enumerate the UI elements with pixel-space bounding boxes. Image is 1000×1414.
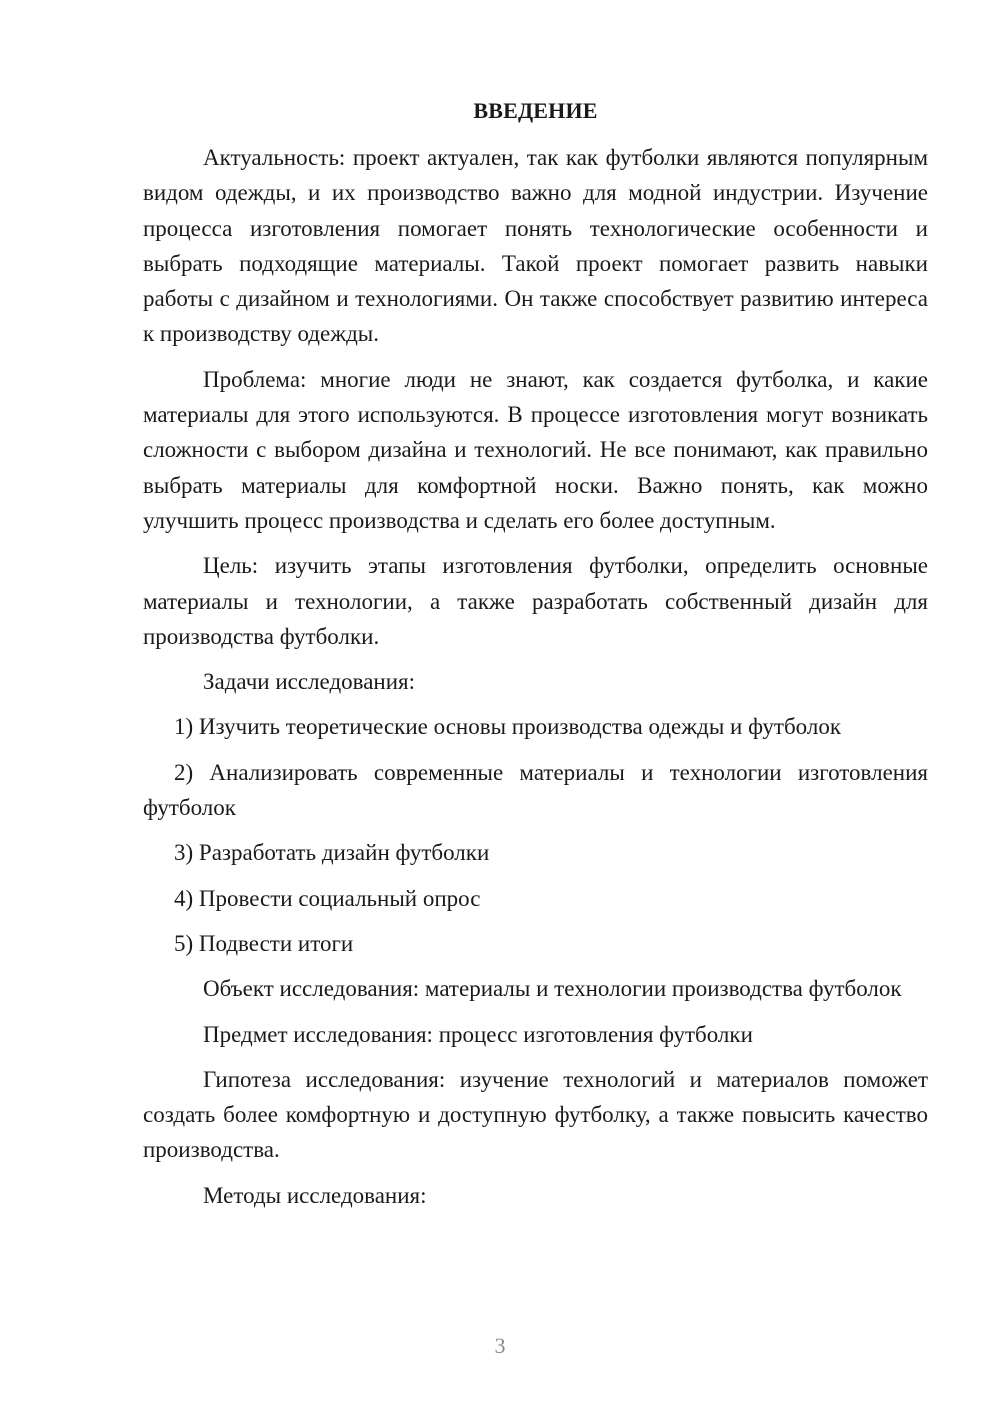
paragraph-subject: Предмет исследования: процесс изготовления футболки — [203, 1021, 753, 1047]
paragraph-object: Объект исследования: материалы и технологии производства футболок — [203, 976, 902, 1002]
paragraph-hypothesis: Гипотеза исследования: изучение технологий и материалов поможет создать более комфортную и доступную футболку, а также повысить качество производства. — [143, 1066, 928, 1163]
list-item: 3) Разработать дизайн футболки — [174, 840, 490, 866]
list-item: 5) Подвести итоги — [174, 930, 354, 956]
section-heading: ВВЕДЕНИЕ — [473, 98, 598, 123]
paragraph-problem: Проблема: многие люди не знают, как создается футболка, и какие материалы для этого используются. В процессе изготовления могут возникать сложности с выбором дизайна и технологий. Не все понимают, как правильно выбрать материалы для комфортной носки. Важно понять, как можно улучшить процесс производства и сделать его более доступным. — [143, 366, 928, 533]
page-content — [143, 96, 928, 1213]
list-item: 2) Анализировать современные материалы и технологии изготовления футболок — [143, 759, 928, 821]
paragraph-tasks-title: Задачи исследования: — [203, 669, 416, 695]
tasks-list — [143, 709, 928, 961]
paragraph-methods-title: Методы исследования: — [203, 1182, 427, 1208]
list-item: 4) Провести социальный опрос — [174, 885, 481, 911]
paragraph-relevance: Актуальность: проект актуален, так как футболки являются популярным видом одежды, и их производство важно для модной индустрии. Изучение процесса изготовления помогает понять технологические особенности и выбрать подходящие материалы. Такой проект помогает развить навыки работы с дизайном и технологиями. Он также способствует развитию интереса к производству одежды. — [143, 145, 928, 347]
list-item: 1) Изучить теоретические основы производства одежды и футболок — [174, 714, 842, 740]
paragraph-goal: Цель: изучить этапы изготовления футболки, определить основные материалы и технологии, а также разработать собственный дизайн для производства футболки. — [143, 553, 928, 649]
page-number: 3 — [494, 1333, 506, 1358]
